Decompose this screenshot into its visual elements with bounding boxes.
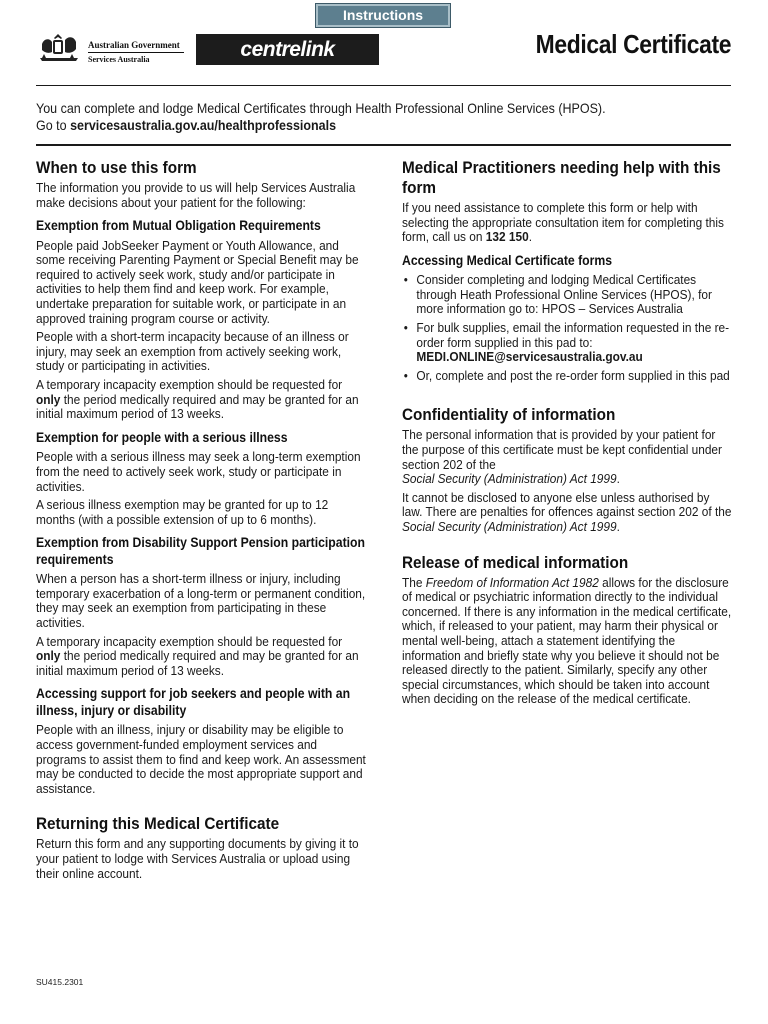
paragraph: A serious illness exemption may be granted for up to 12 months (with a possible extension of up to 6 months). [36,497,329,527]
text: A temporary incapacity exemption should be requested for [36,377,343,393]
instructions-tab: Instructions [315,3,451,28]
text: It cannot be disclosed to anyone else unless authorised by law. There are penalties for offences against section 202 of the [402,489,732,520]
paragraph [402,576,732,707]
paragraph [402,428,732,486]
intro-link-line [36,117,606,134]
paragraph: When a person has a short-term illness or injury, including temporary exacerbation of a long-term or permanent condition, they may seek an exemption from participating in these activities. [36,571,366,631]
subheading-disability-support: Exemption from Disability Support Pension participation requirements [36,535,366,567]
act-name: Freedom of Information Act 1982 [425,574,599,590]
text: . [616,471,620,487]
agency-name: Services Australia [88,55,150,64]
emphasis: only [36,391,61,407]
phone-number[interactable]: 132 150 [485,229,529,245]
email-link[interactable]: MEDI.ONLINE@servicesaustralia.gov.au [416,349,643,365]
paragraph: People with a serious illness may seek a long-term exemption from the need to actively seek work, study or participate in activities. [36,449,361,494]
text: If you need assistance to complete this form or help with selecting the appropriate consultation item for completing this form, call us on [402,200,724,245]
text: . [528,229,532,245]
australian-government-logo [36,32,186,68]
form-code: SU415.2301 [36,977,84,987]
text: the period medically required and may be granted for an initial maximum period of 13 weeks. [36,391,359,422]
right-column [402,158,732,707]
paragraph [36,378,366,422]
intro-goto: Go to [36,118,71,133]
text: For bulk supplies, email the information requested in the re-order form supplied in this pad to: [416,320,730,350]
left-column [36,158,366,881]
subheading-mutual-obligation: Exemption from Mutual Obligation Requirements [36,218,321,234]
act-name: Social Security (Administration) Act 1999 [402,471,617,487]
intro-divider [36,144,731,146]
paragraph: Return this form and any supporting documents by giving it to your patient to lodge with Services Australia or upload using their online account. [36,836,359,881]
text: the period medically required and may be granted for an initial maximum period of 13 weeks. [36,648,359,678]
logo-divider [88,52,184,53]
paragraph [36,635,366,679]
hpos-link[interactable]: servicesaustralia.gov.au/healthprofessionals [70,118,337,133]
paragraph: People with an illness, injury or disability may be eligible to access government-funded employment services and programs to assist them to find and keep work. An assessment may be conducted to decide the most appropriate support and assistance. [36,722,366,796]
text: . [616,519,620,534]
list-item: • Consider completing and lodging Medical Certificates through Heath Professional Online Services (HPOS), for more information go to: HPOS – Services Australia [402,273,732,317]
subheading-job-seeker-support: Accessing support for job seekers and people with an illness, injury or disability [36,686,351,718]
text: allows for the disclosure of medical or psychiatric information directly to the individual concerned. If there is any information in the medical certificate, which, if released to your patient, may harm their physical or mental well-being, attach a statement identifying the information and briefly state why you believe it should not be released directly to the patient. Similarly, specify any other special circumstances, which should be taken into account when deciding on the release of the medical certificate. [402,574,732,707]
subheading-accessing-forms: Accessing Medical Certificate forms [402,252,613,268]
government-wordmark [88,40,180,64]
act-name: Social Security (Administration) Act 1999 [402,519,617,534]
government-name: Australian Government [88,40,180,50]
list-item [402,321,732,365]
header-divider [36,85,731,86]
paragraph [402,491,732,535]
emphasis: only [36,648,61,664]
text: The personal information that is provided by your patient for the purpose of this certificate must be kept confidential under section 202 of the [402,427,722,472]
paragraph: People paid JobSeeker Payment or Youth Allowance, and some receiving Parenting Payment or Special Benefit may be required to actively seek work, study and/or participate in activities to help them find and keep work. For example, undertake preparation for suitable work, or participate in an approved training program course or activity. [36,237,359,326]
centrelink-logo: centrelink [196,34,379,65]
paragraph [402,201,732,245]
paragraph: People with a short-term incapacity because of an illness or injury, may seek an exemption from actively seeking work, study or participating in activities. [36,329,349,374]
page-title: Medical Certificate [535,29,731,59]
list-item: • Or, complete and post the re-order form supplied in this pad [402,369,732,384]
intro-line: You can complete and lodge Medical Certificates through Health Professional Online Services (HPOS). [36,101,606,116]
section-heading-returning: Returning this Medical Certificate [36,814,280,834]
subheading-serious-illness: Exemption for people with a serious illness [36,429,288,445]
section-heading-when-to-use: When to use this form [36,158,197,177]
coat-of-arms-icon [36,32,84,66]
forms-list [402,273,732,383]
text: A temporary incapacity exemption should be requested for [36,633,343,649]
section-heading-practitioner-help: Medical Practitioners needing help with this form [402,158,721,197]
section-heading-confidentiality: Confidentiality of information [402,405,616,425]
paragraph: The information you provide to us will help Services Australia make decisions about your patient for the following: [36,180,356,210]
section-heading-release: Release of medical information [402,552,629,572]
text: The [402,574,426,590]
intro-text [36,100,606,134]
